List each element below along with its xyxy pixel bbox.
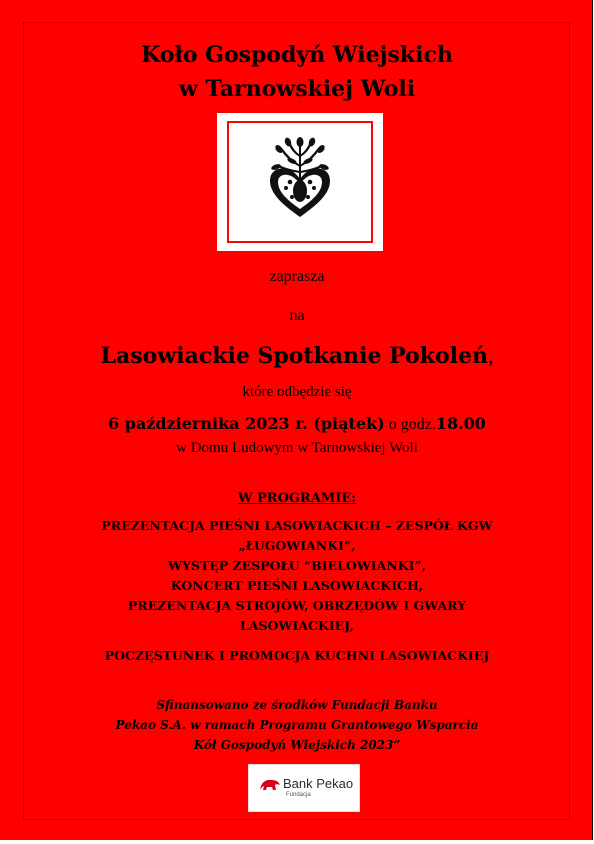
invite-word: zaprasza [269,268,325,285]
org-line-1: Koło Gospodyń Wiejskich [141,42,453,68]
programme-line: LASOWIACKIEJ, [240,618,354,633]
event-place: w Domu Ludowym w Tarnowskiej Woli [176,440,418,456]
event-title [0,343,594,369]
sponsor-logo [248,764,360,812]
funding-line: Pekao S.A. w ramach Programu Grantowego Wsparcia [115,718,479,732]
event-intro: które odbędzie się [242,384,352,400]
time-prefix: o godz. [384,416,436,433]
programme-line: „ŁUGOWIANKI”, [238,538,356,553]
organization-name [0,38,594,106]
bank-pekao-bison-icon [258,776,282,796]
programme-line: WYSTĘP ZESPOŁU “BIELOWIANKI”, [167,558,427,573]
programme-line: PREZENTACJA STROJÓW, OBRZĘDÓW I GWARY [127,598,467,613]
programme-list [0,516,594,636]
folk-heart-flower-icon [266,137,334,221]
programme-heading: W PROGRAMIE: [237,491,357,506]
programme-food: POCZĘSTUNEK I PROMOCJA KUCHNI LASOWIACKIEJ [104,648,490,663]
invite-preposition: na [289,307,305,324]
event-title-text: Lasowiackie Spotkanie Pokoleń [100,343,488,369]
funding-note [0,695,594,755]
sponsor-subtitle: Fundacja [286,792,311,798]
event-title-comma: , [488,343,494,368]
org-line-2: w Tarnowskiej Woli [178,76,416,102]
event-time: 18.00 [435,414,486,433]
sponsor-name: Bank Pekao [283,776,354,791]
programme-line: KONCERT PIEŚNI LASOWIACKICH, [170,578,424,593]
emblem-panel [217,113,383,251]
funding-line: Sfinansowano ze środków Fundacji Banku [156,698,438,712]
programme-line: PREZENTACJA PIEŚNI LASOWIACKICH – ZESPÓŁ KGW [101,518,493,533]
event-date: 6 października 2023 r. (piątek) [108,414,385,433]
funding-line: Kół Gospodyń Wiejskich 2023” [193,738,401,752]
event-date-time [0,414,594,434]
